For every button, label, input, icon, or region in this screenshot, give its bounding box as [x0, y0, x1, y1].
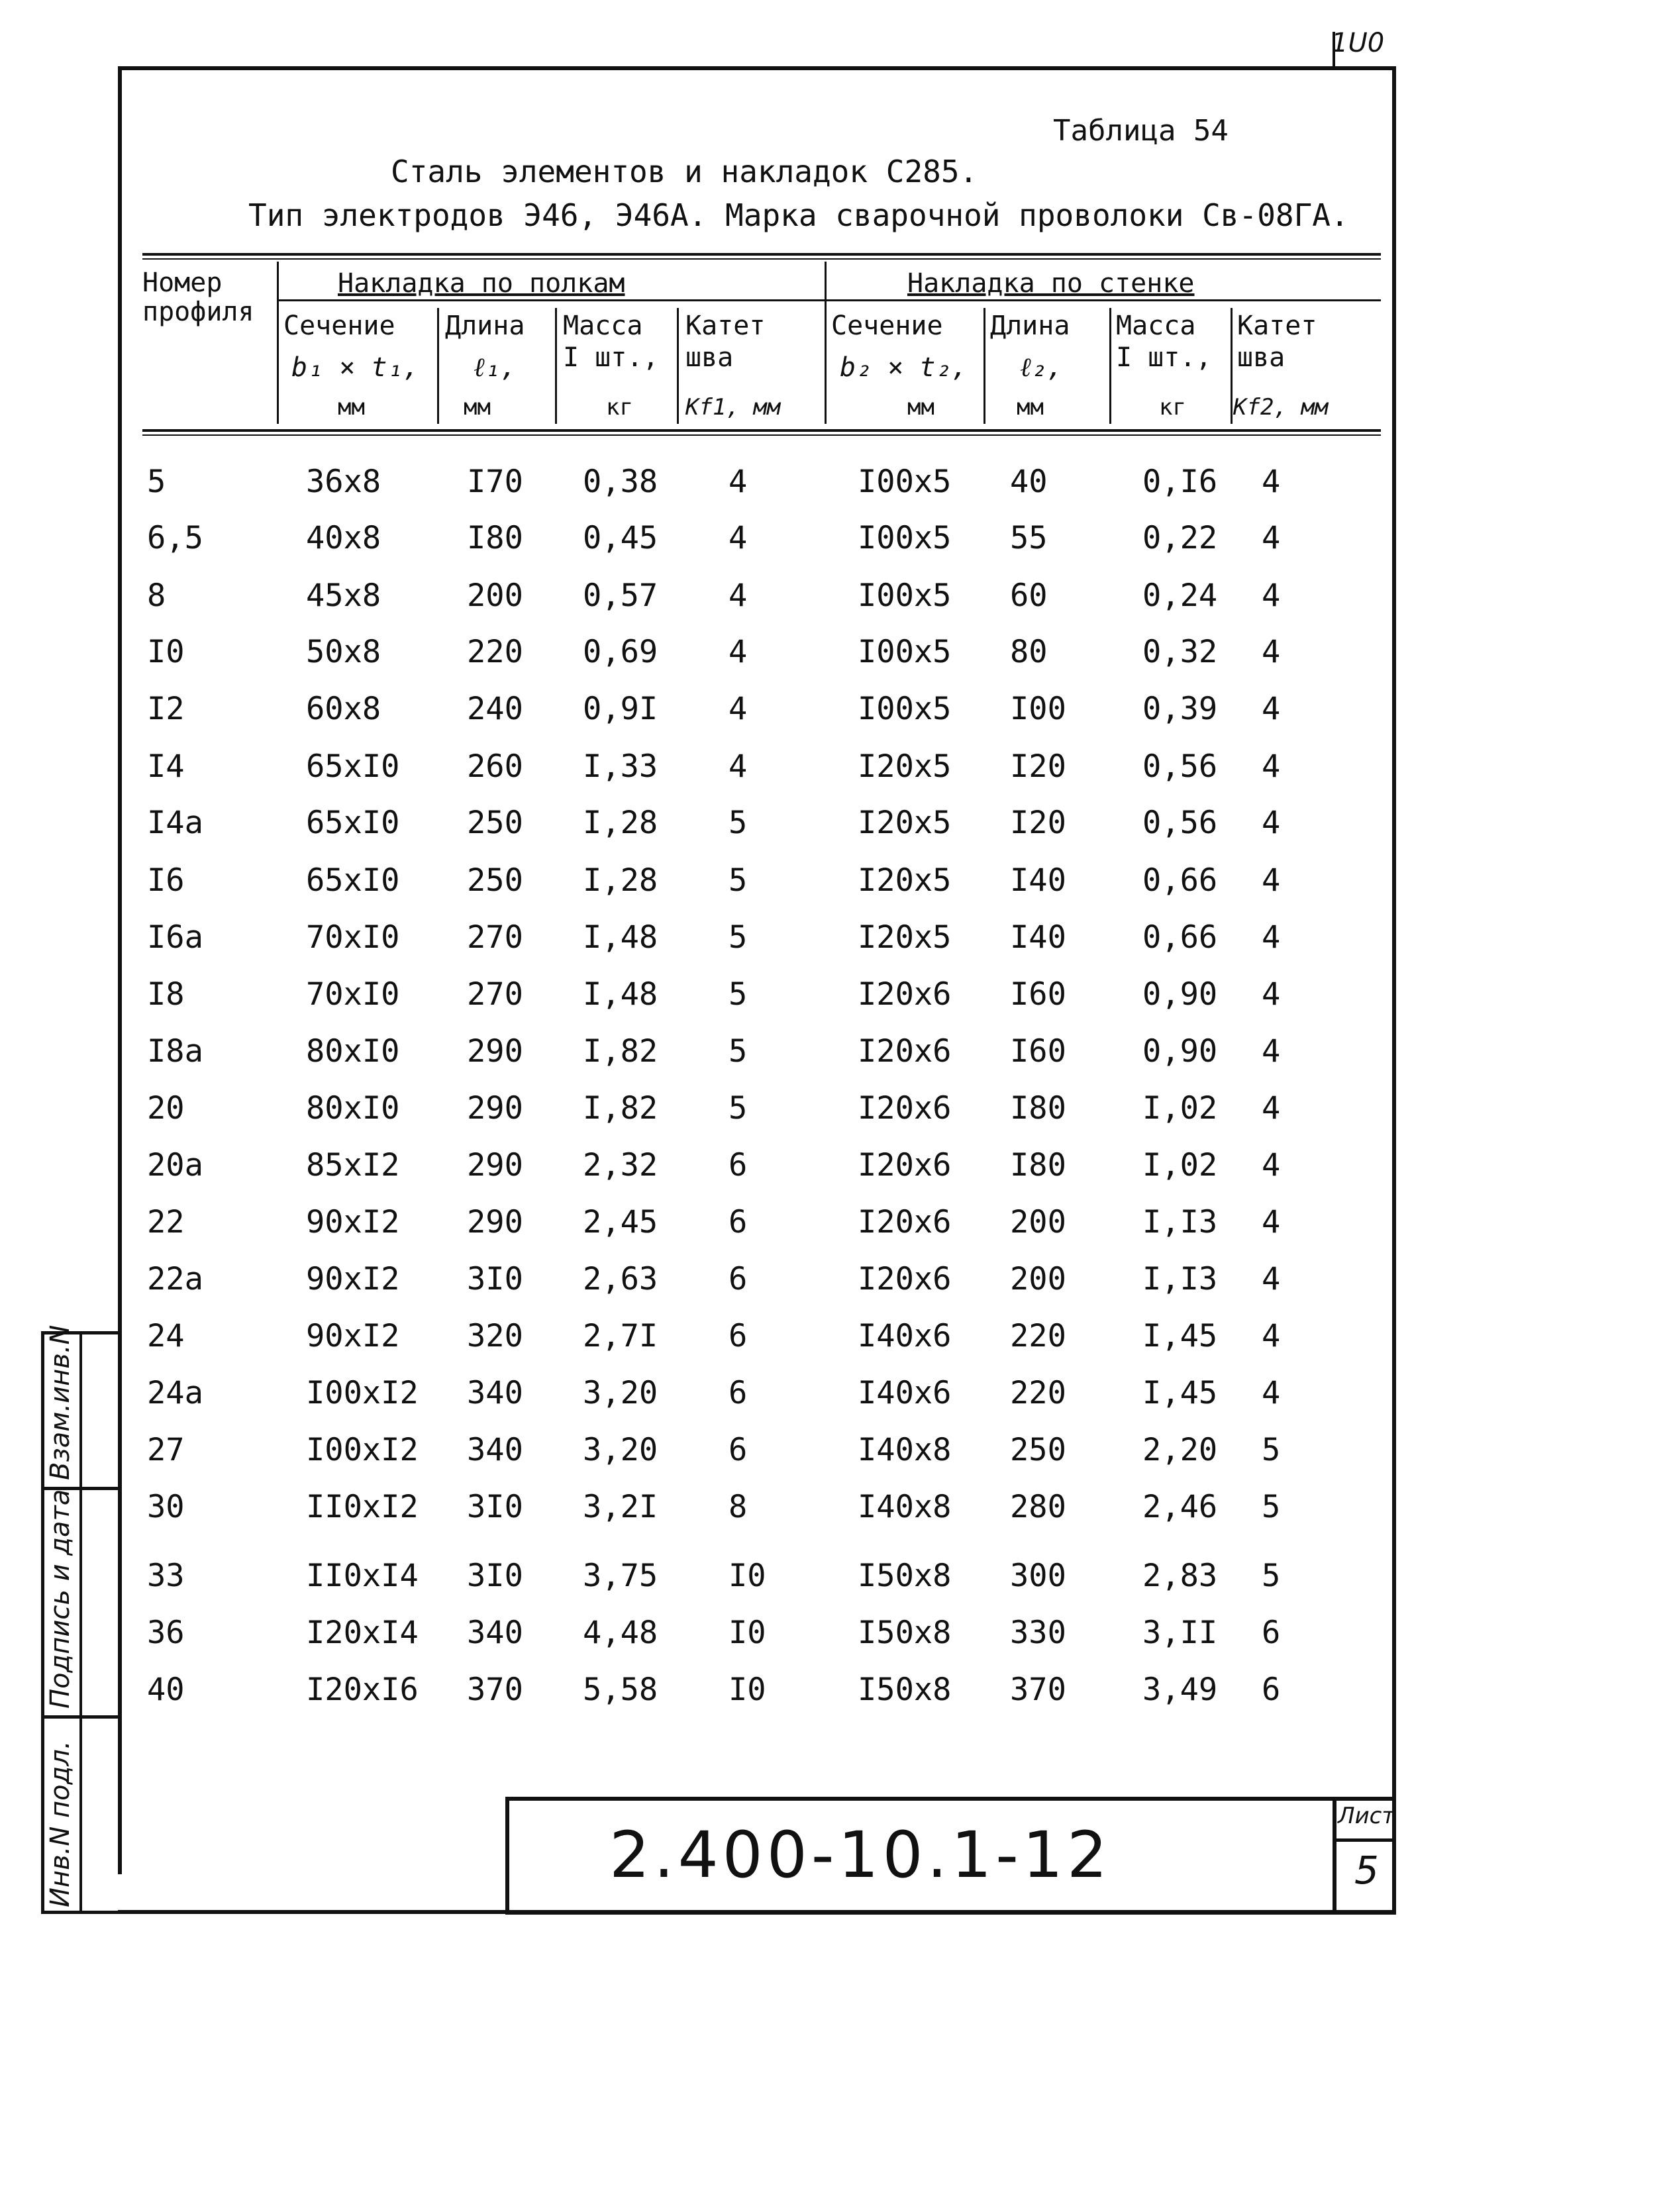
- header-profile-number: Номер профиля: [142, 268, 254, 327]
- cell-web-section: I20x5: [858, 748, 952, 785]
- cell-web-weld: 4: [1262, 634, 1281, 670]
- cell-flange-weld: 5: [729, 976, 748, 1013]
- cell-web-section: I00x5: [858, 634, 952, 670]
- cell-flange-weld: 6: [729, 1204, 748, 1240]
- cell-flange-section: 90xI2: [306, 1204, 400, 1240]
- cell-flange-mass: 2,7I: [583, 1318, 658, 1354]
- cell-profile: 22: [147, 1204, 185, 1240]
- cell-flange-weld: 4: [729, 691, 748, 727]
- cell-web-length: 280: [1010, 1489, 1066, 1525]
- cell-profile: I6a: [147, 919, 203, 956]
- cell-web-mass: 0,66: [1142, 862, 1218, 899]
- cell-flange-length: 3I0: [467, 1261, 523, 1297]
- cell-web-section: I20x5: [858, 919, 952, 956]
- cell-web-section: I20x5: [858, 805, 952, 841]
- cell-web-mass: 0,66: [1142, 919, 1218, 956]
- cell-web-weld: 4: [1262, 1204, 1281, 1240]
- cell-flange-section: 65xI0: [306, 862, 400, 899]
- cell-flange-length: 340: [467, 1615, 523, 1651]
- cell-flange-mass: 0,9I: [583, 691, 658, 727]
- cell-web-section: I40x6: [858, 1318, 952, 1354]
- cell-flange-weld: I0: [729, 1615, 766, 1651]
- cell-web-mass: 3,II: [1142, 1615, 1218, 1651]
- cell-web-section: I40x6: [858, 1375, 952, 1411]
- cell-web-section: I20x6: [858, 1204, 952, 1240]
- cell-flange-length: 200: [467, 578, 523, 614]
- frame-bottom-rule: [118, 1910, 1396, 1914]
- cell-flange-length: 270: [467, 976, 523, 1013]
- header-web-section-unit: мм: [907, 394, 934, 421]
- document-code: 2.400-10.1-12: [609, 1818, 1112, 1892]
- cell-web-weld: 4: [1262, 578, 1281, 614]
- cell-web-mass: 0,24: [1142, 578, 1218, 614]
- cell-flange-section: 45x8: [306, 578, 381, 614]
- header-flange-section-unit: мм: [338, 394, 365, 421]
- header-flange-length: Длина: [445, 311, 525, 341]
- cell-flange-length: I80: [467, 520, 523, 556]
- cell-web-mass: 0,90: [1142, 976, 1218, 1013]
- cell-flange-section: 70xI0: [306, 976, 400, 1013]
- cell-flange-mass: 0,57: [583, 578, 658, 614]
- header-sep: [1109, 308, 1111, 424]
- cell-flange-weld: 5: [729, 1033, 748, 1070]
- cell-profile: 5: [147, 464, 166, 500]
- cell-flange-weld: 5: [729, 1090, 748, 1127]
- cell-web-weld: 4: [1262, 464, 1281, 500]
- cell-web-mass: 3,49: [1142, 1672, 1218, 1708]
- cell-flange-section: I00xI2: [306, 1432, 419, 1468]
- cell-profile: I4: [147, 748, 185, 785]
- cell-web-section: I40x8: [858, 1432, 952, 1468]
- cell-profile: I2: [147, 691, 185, 727]
- cell-web-weld: 6: [1262, 1672, 1281, 1708]
- header-web-section: Сечение: [831, 311, 943, 341]
- cell-flange-section: 90xI2: [306, 1261, 400, 1297]
- cell-flange-length: 250: [467, 805, 523, 841]
- cell-web-length: 55: [1010, 520, 1048, 556]
- header-web-group: Накладка по стенке: [907, 268, 1195, 299]
- cell-web-section: I20x6: [858, 1090, 952, 1127]
- cell-flange-section: 90xI2: [306, 1318, 400, 1354]
- cell-web-weld: 5: [1262, 1558, 1281, 1594]
- cell-flange-mass: I,28: [583, 862, 658, 899]
- cell-web-weld: 4: [1262, 691, 1281, 727]
- cell-web-section: I20x6: [858, 976, 952, 1013]
- title-line-1: Сталь элементов и накладок С285.: [391, 154, 978, 189]
- cell-flange-weld: 8: [729, 1489, 748, 1525]
- header-web-mass: Масса: [1116, 311, 1196, 341]
- header-sep: [555, 308, 557, 424]
- header-flange-mass-unit: кг: [606, 394, 633, 421]
- cell-flange-section: 70xI0: [306, 919, 400, 956]
- header-top-rule-2: [142, 258, 1381, 260]
- cell-flange-mass: 0,69: [583, 634, 658, 670]
- header-sep: [677, 308, 679, 424]
- cell-web-length: I00: [1010, 691, 1066, 727]
- header-web-length-sym: ℓ₂,: [1020, 352, 1063, 383]
- header-flange-section: Сечение: [283, 311, 395, 341]
- cell-flange-section: 80xI0: [306, 1090, 400, 1127]
- cell-web-section: I20x6: [858, 1033, 952, 1070]
- cell-profile: 27: [147, 1432, 185, 1468]
- cell-flange-mass: I,48: [583, 919, 658, 956]
- cell-web-length: I80: [1010, 1147, 1066, 1183]
- header-web-length-unit: мм: [1017, 394, 1044, 421]
- cell-web-length: 60: [1010, 578, 1048, 614]
- cell-flange-weld: 5: [729, 862, 748, 899]
- cell-web-section: I50x8: [858, 1558, 952, 1594]
- cell-flange-section: II0xI4: [306, 1558, 419, 1594]
- header-bottom-rule-2: [142, 434, 1381, 436]
- cell-web-mass: 0,56: [1142, 748, 1218, 785]
- cell-web-mass: I,I3: [1142, 1261, 1218, 1297]
- cell-flange-section: 60x8: [306, 691, 381, 727]
- cell-flange-mass: I,82: [583, 1090, 658, 1127]
- header-web-section-sym: b₂ × t₂,: [840, 352, 968, 383]
- side-label-inv-replace: Взам.инв.N: [45, 1325, 76, 1480]
- cell-web-length: 200: [1010, 1204, 1066, 1240]
- cell-flange-length: 3I0: [467, 1558, 523, 1594]
- cell-web-weld: 4: [1262, 1033, 1281, 1070]
- cell-flange-section: 65xI0: [306, 805, 400, 841]
- cell-flange-weld: 6: [729, 1432, 748, 1468]
- cell-profile: 40: [147, 1672, 185, 1708]
- header-web-length: Длина: [990, 311, 1070, 341]
- cell-web-mass: 0,32: [1142, 634, 1218, 670]
- header-sep: [1231, 308, 1233, 424]
- cell-flange-length: 290: [467, 1090, 523, 1127]
- cell-web-weld: 4: [1262, 919, 1281, 956]
- header-flange-mass: Масса: [563, 311, 643, 341]
- cell-flange-section: 85xI2: [306, 1147, 400, 1183]
- cell-profile: 20: [147, 1090, 185, 1127]
- cell-flange-length: 290: [467, 1147, 523, 1183]
- cell-flange-weld: 6: [729, 1375, 748, 1411]
- cell-web-length: 370: [1010, 1672, 1066, 1708]
- sheet-divider: [1333, 1838, 1396, 1842]
- cell-flange-length: 320: [467, 1318, 523, 1354]
- cell-web-length: I40: [1010, 919, 1066, 956]
- cell-flange-length: I70: [467, 464, 523, 500]
- cell-web-mass: I,02: [1142, 1090, 1218, 1127]
- cell-flange-section: I20xI6: [306, 1672, 419, 1708]
- cell-flange-length: 340: [467, 1432, 523, 1468]
- cell-profile: 20a: [147, 1147, 203, 1183]
- cell-web-mass: I,I3: [1142, 1204, 1218, 1240]
- cell-web-mass: 0,39: [1142, 691, 1218, 727]
- cell-flange-length: 290: [467, 1033, 523, 1070]
- cell-web-section: I40x8: [858, 1489, 952, 1525]
- cell-web-weld: 4: [1262, 1261, 1281, 1297]
- cell-web-mass: 2,20: [1142, 1432, 1218, 1468]
- cell-profile: 36: [147, 1615, 185, 1651]
- cell-web-mass: 0,22: [1142, 520, 1218, 556]
- cell-flange-mass: I,48: [583, 976, 658, 1013]
- cell-flange-weld: 4: [729, 520, 748, 556]
- cell-profile: 22a: [147, 1261, 203, 1297]
- cell-web-length: 200: [1010, 1261, 1066, 1297]
- cell-web-length: 40: [1010, 464, 1048, 500]
- cell-flange-length: 250: [467, 862, 523, 899]
- cell-flange-mass: I,33: [583, 748, 658, 785]
- header-web-mass-unit: кг: [1159, 394, 1186, 421]
- cell-profile: 8: [147, 578, 166, 614]
- header-sep: [277, 262, 279, 424]
- cell-web-weld: 4: [1262, 976, 1281, 1013]
- cell-flange-weld: 4: [729, 464, 748, 500]
- cell-web-weld: 5: [1262, 1489, 1281, 1525]
- cell-flange-mass: 2,32: [583, 1147, 658, 1183]
- cell-flange-mass: I,82: [583, 1033, 658, 1070]
- cell-web-length: 300: [1010, 1558, 1066, 1594]
- cell-flange-length: 290: [467, 1204, 523, 1240]
- cell-profile: I8: [147, 976, 185, 1013]
- header-top-rule: [142, 253, 1381, 256]
- sheet-number: 5: [1354, 1848, 1379, 1893]
- cell-web-weld: 4: [1262, 1090, 1281, 1127]
- cell-profile: 33: [147, 1558, 185, 1594]
- cell-flange-mass: 0,45: [583, 520, 658, 556]
- cell-flange-section: 65xI0: [306, 748, 400, 785]
- cell-flange-weld: I0: [729, 1558, 766, 1594]
- cell-flange-length: 220: [467, 634, 523, 670]
- header-sep: [825, 262, 827, 424]
- cell-profile: 24a: [147, 1375, 203, 1411]
- cell-flange-section: 36x8: [306, 464, 381, 500]
- cell-flange-length: 340: [467, 1375, 523, 1411]
- cell-web-length: 220: [1010, 1375, 1066, 1411]
- cell-web-length: I20: [1010, 805, 1066, 841]
- header-flange-length-unit: мм: [464, 394, 491, 421]
- cell-flange-section: 80xI0: [306, 1033, 400, 1070]
- side-label-inv-original: Инв.N подл.: [45, 1740, 76, 1907]
- cell-flange-mass: 3,20: [583, 1375, 658, 1411]
- cell-web-mass: I,02: [1142, 1147, 1218, 1183]
- header-flange-length-sym: ℓ₁,: [474, 352, 517, 383]
- cell-web-mass: I,45: [1142, 1375, 1218, 1411]
- cell-web-section: I50x8: [858, 1672, 952, 1708]
- cell-web-mass: 2,46: [1142, 1489, 1218, 1525]
- header-web-weld: Катет: [1237, 311, 1317, 341]
- table-label: Таблица 54: [1053, 114, 1229, 148]
- cell-flange-weld: 4: [729, 634, 748, 670]
- cell-flange-mass: 3,20: [583, 1432, 658, 1468]
- cell-flange-mass: 3,75: [583, 1558, 658, 1594]
- cell-flange-weld: 4: [729, 578, 748, 614]
- cell-web-section: I20x5: [858, 862, 952, 899]
- cell-flange-weld: I0: [729, 1672, 766, 1708]
- cell-web-section: I00x5: [858, 464, 952, 500]
- corner-page-number: 1U0: [1331, 28, 1385, 58]
- cell-flange-section: I20xI4: [306, 1615, 419, 1651]
- cell-profile: I0: [147, 634, 185, 670]
- cell-flange-section: 50x8: [306, 634, 381, 670]
- cell-web-mass: 0,I6: [1142, 464, 1218, 500]
- cell-web-section: I20x6: [858, 1261, 952, 1297]
- cell-flange-mass: I,28: [583, 805, 658, 841]
- header-flange-mass-per: I шт.,: [563, 342, 659, 373]
- cell-web-section: I50x8: [858, 1615, 952, 1651]
- cell-profile: I4a: [147, 805, 203, 841]
- cell-flange-mass: 2,45: [583, 1204, 658, 1240]
- header-sep: [983, 308, 985, 424]
- cell-flange-length: 260: [467, 748, 523, 785]
- cell-web-length: I20: [1010, 748, 1066, 785]
- cell-profile: I8a: [147, 1033, 203, 1070]
- cell-web-weld: 5: [1262, 1432, 1281, 1468]
- cell-web-mass: I,45: [1142, 1318, 1218, 1354]
- cell-flange-section: II0xI2: [306, 1489, 419, 1525]
- header-group-rule: [278, 299, 1381, 301]
- header-flange-weld: Катет: [685, 311, 766, 341]
- cell-flange-length: 240: [467, 691, 523, 727]
- cell-flange-weld: 6: [729, 1147, 748, 1183]
- cell-web-weld: 4: [1262, 748, 1281, 785]
- header-web-mass-per: I шт.,: [1116, 342, 1212, 373]
- cell-web-section: I20x6: [858, 1147, 952, 1183]
- header-flange-weld-unit: Kf1, мм: [685, 394, 781, 421]
- cell-web-mass: 2,83: [1142, 1558, 1218, 1594]
- cell-flange-mass: 3,2I: [583, 1489, 658, 1525]
- header-web-weld-2: шва: [1237, 342, 1285, 373]
- cell-flange-weld: 4: [729, 748, 748, 785]
- cell-web-section: I00x5: [858, 520, 952, 556]
- cell-flange-weld: 6: [729, 1261, 748, 1297]
- cell-web-mass: 0,56: [1142, 805, 1218, 841]
- cell-web-length: 220: [1010, 1318, 1066, 1354]
- cell-flange-length: 3I0: [467, 1489, 523, 1525]
- side-label-signature-date: Подпись и дата: [45, 1489, 76, 1709]
- cell-profile: 30: [147, 1489, 185, 1525]
- cell-web-weld: 4: [1262, 805, 1281, 841]
- cell-flange-length: 270: [467, 919, 523, 956]
- cell-flange-weld: 5: [729, 919, 748, 956]
- cell-profile: I6: [147, 862, 185, 899]
- cell-flange-section: I00xI2: [306, 1375, 419, 1411]
- title-line-2: Тип электродов Э46, Э46А. Марка сварочной проволоки Св-08ГА.: [248, 197, 1349, 233]
- cell-web-weld: 4: [1262, 1147, 1281, 1183]
- cell-web-weld: 4: [1262, 520, 1281, 556]
- cell-flange-mass: 4,48: [583, 1615, 658, 1651]
- header-bottom-rule: [142, 429, 1381, 432]
- cell-web-weld: 6: [1262, 1615, 1281, 1651]
- cell-web-section: I00x5: [858, 691, 952, 727]
- cell-web-length: I60: [1010, 976, 1066, 1013]
- header-flange-section-sym: b₁ × t₁,: [291, 352, 419, 383]
- side-stamp-vrule: [79, 1331, 82, 1914]
- cell-web-weld: 4: [1262, 1375, 1281, 1411]
- cell-flange-length: 370: [467, 1672, 523, 1708]
- cell-flange-weld: 5: [729, 805, 748, 841]
- sheet-label: Лист: [1338, 1803, 1395, 1829]
- cell-flange-mass: 2,63: [583, 1261, 658, 1297]
- cell-web-length: I60: [1010, 1033, 1066, 1070]
- header-web-weld-unit: Kf2, мм: [1233, 394, 1329, 421]
- cell-flange-mass: 5,58: [583, 1672, 658, 1708]
- cell-flange-section: 40x8: [306, 520, 381, 556]
- cell-web-weld: 4: [1262, 1318, 1281, 1354]
- cell-web-length: 80: [1010, 634, 1048, 670]
- cell-web-section: I00x5: [858, 578, 952, 614]
- cell-web-length: 330: [1010, 1615, 1066, 1651]
- cell-web-weld: 4: [1262, 862, 1281, 899]
- cell-web-length: 250: [1010, 1432, 1066, 1468]
- cell-flange-weld: 6: [729, 1318, 748, 1354]
- cell-profile: 6,5: [147, 520, 203, 556]
- cell-profile: 24: [147, 1318, 185, 1354]
- cell-flange-mass: 0,38: [583, 464, 658, 500]
- cell-web-length: I40: [1010, 862, 1066, 899]
- header-sep: [437, 308, 439, 424]
- header-flange-group: Накладка по полкам: [338, 268, 625, 299]
- header-flange-weld-2: шва: [685, 342, 734, 373]
- cell-web-length: I80: [1010, 1090, 1066, 1127]
- cell-web-mass: 0,90: [1142, 1033, 1218, 1070]
